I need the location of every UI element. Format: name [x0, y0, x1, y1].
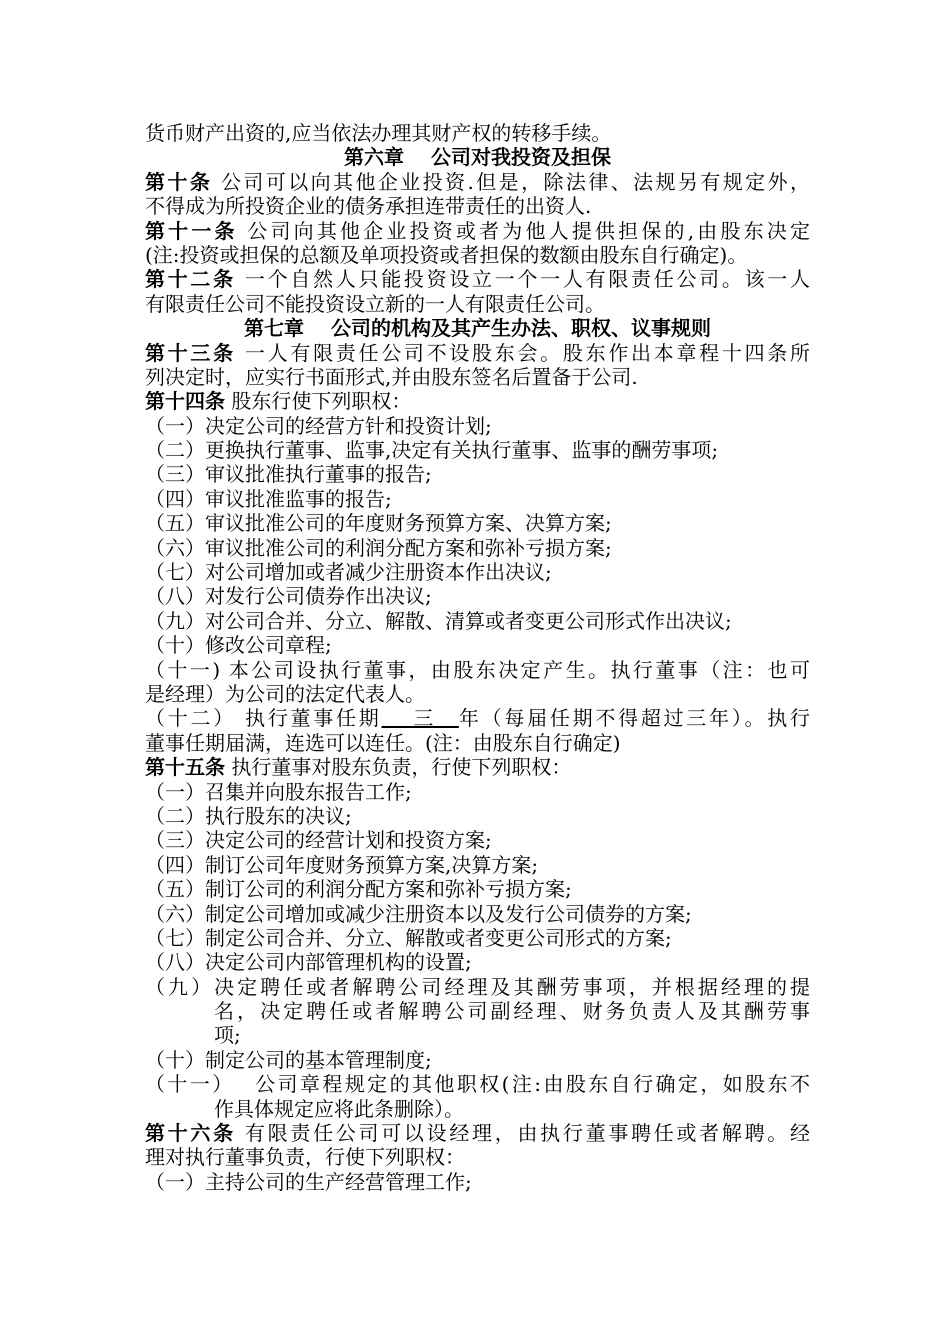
chapter-7-heading: 第七章 公司的机构及其产生办法、职权、议事规则 — [244, 316, 711, 341]
article-14-item: （五）审议批准公司的年度财务预算方案、决算方案; — [145, 511, 612, 536]
article-15-item-11-label: （十一） — [145, 1072, 235, 1097]
article-15-intro-text: 执行董事对股东负责，行使下列职权： — [225, 755, 572, 780]
article-14-item: （四）审议批准监事的报告; — [145, 486, 392, 511]
article-15-item: （五）制订公司的利润分配方案和弥补亏损方案; — [145, 877, 572, 902]
article-15-item: （七）制定公司合并、分立、解散或者变更公司形式的方案; — [145, 925, 672, 950]
article-10-line-2: 不得成为所投资企业的债务承担连带责任的出资人. — [145, 194, 592, 219]
article-15-item-11-line-2: 作具体规定应将此条删除）。 — [214, 1096, 464, 1121]
article-14-item: （九）对公司合并、分立、解散、清算或者变更公司形式作出决议; — [145, 608, 732, 633]
article-13-text: 一人有限责任公司不设股东会。股东作出本章程十四条所 — [235, 340, 811, 365]
article-15-item-9-line-2: 名，决定聘任或者解聘公司副经理、财务负责人及其酬劳事 — [214, 999, 810, 1024]
article-14-item: （七）对公司增加或者减少注册资本作出决议; — [145, 560, 552, 585]
article-11-heading: 第十一条 — [145, 218, 238, 243]
article-16-line-2: 理对执行董事负责，行使下列职权： — [145, 1145, 465, 1170]
article-15-item: （三）决定公司的经营计划和投资方案; — [145, 828, 492, 853]
article-14-item: （八）对发行公司债券作出决议; — [145, 584, 432, 609]
director-term-value: 三 — [381, 706, 459, 731]
article-16-item: （一）主持公司的生产经营管理工作; — [145, 1169, 472, 1194]
article-15-item: （四）制订公司年度财务预算方案,决算方案; — [145, 852, 539, 877]
article-15-item: （六）制定公司增加或减少注册资本以及发行公司债券的方案; — [145, 901, 692, 926]
article-14-intro-text: 股东行使下列职权： — [225, 389, 412, 414]
article-15-item-9-line-3: 项; — [214, 1023, 241, 1048]
article-15-item-11-line-1 — [145, 1072, 810, 1096]
article-14-item-12-prefix: （十二） 执行董事任期 — [145, 706, 382, 731]
article-11-text: 公司向其他企业投资或者为他人提供担保的,由股东决定 — [237, 218, 811, 243]
article-12-text: 一个自然人只能投资设立一个一人有限责任公司。该一人 — [235, 267, 811, 292]
article-12-line-1 — [145, 267, 810, 291]
article-15-intro — [145, 755, 810, 779]
article-16-heading: 第十六条 — [145, 1121, 236, 1146]
article-14-item: （六）审议批准公司的利润分配方案和弥补亏损方案; — [145, 535, 612, 560]
article-14-item-12-line-2: 董事任期届满，连选可以连任。(注：由股东自行确定) — [145, 730, 621, 755]
document-page — [145, 121, 810, 1194]
article-13-heading: 第十三条 — [145, 340, 236, 365]
article-14-item: （一）决定公司的经营方针和投资计划; — [145, 413, 492, 438]
article-14-item: （二）更换执行董事、监事,决定有关执行董事、监事的酬劳事项; — [145, 438, 719, 463]
article-14-item-12-suffix: 年（每届任期不得超过三年）。执行 — [458, 706, 811, 731]
article-14-item: （十）修改公司章程; — [145, 633, 332, 658]
chapter-6-heading: 第六章 公司对我投资及担保 — [344, 145, 611, 170]
opening-line: 货币财产出资的,应当依法办理其财产权的转移手续。 — [145, 121, 612, 145]
article-11-line-1 — [145, 219, 810, 243]
article-14-heading: 第十四条 — [145, 389, 225, 414]
article-15-item: （一）召集并向股东报告工作; — [145, 779, 412, 804]
article-10-line-1 — [145, 170, 810, 194]
article-15-item-11-text: 公司章程规定的其他职权(注:由股东自行确定，如股东不 — [252, 1072, 811, 1097]
article-16-text: 有限责任公司可以设经理，由执行董事聘任或者解聘。经 — [235, 1121, 811, 1146]
article-14-item: （三）审议批准执行董事的报告; — [145, 462, 432, 487]
article-13-line-2: 列决定时，应实行书面形式,并由股东签名后置备于公司. — [145, 364, 638, 389]
article-15-item-10: （十）制定公司的基本管理制度; — [145, 1047, 432, 1072]
article-14-intro — [145, 389, 810, 413]
article-14-item-11-line-1: （十一) 本公司设执行董事，由股东决定产生。执行董事（注：也可 — [145, 657, 810, 682]
article-14-item-12-line-1 — [145, 706, 810, 730]
article-14-item-11-line-2: 是经理）为公司的法定代表人。 — [145, 681, 425, 706]
article-10-text: 公司可以向其他企业投资.但是，除法律、法规另有规定外， — [212, 169, 811, 194]
article-15-item: （八）决定公司内部管理机构的设置; — [145, 950, 472, 975]
article-10-heading: 第十条 — [145, 169, 213, 194]
article-15-item-9-line-1: （九）决定聘任或者解聘公司经理及其酬劳事项，并根据经理的提 — [145, 974, 810, 999]
article-13-line-1 — [145, 341, 810, 365]
article-11-line-2: (注:投资或担保的总额及单项投资或者担保的数额由股东自行确定)。 — [145, 242, 748, 267]
article-16-line-1 — [145, 1121, 810, 1145]
article-15-heading: 第十五条 — [145, 755, 225, 780]
article-12-line-2: 有限责任公司不能投资设立新的一人有限责任公司。 — [145, 291, 605, 316]
article-15-item: （二）执行股东的决议; — [145, 803, 352, 828]
article-12-heading: 第十二条 — [145, 267, 236, 292]
